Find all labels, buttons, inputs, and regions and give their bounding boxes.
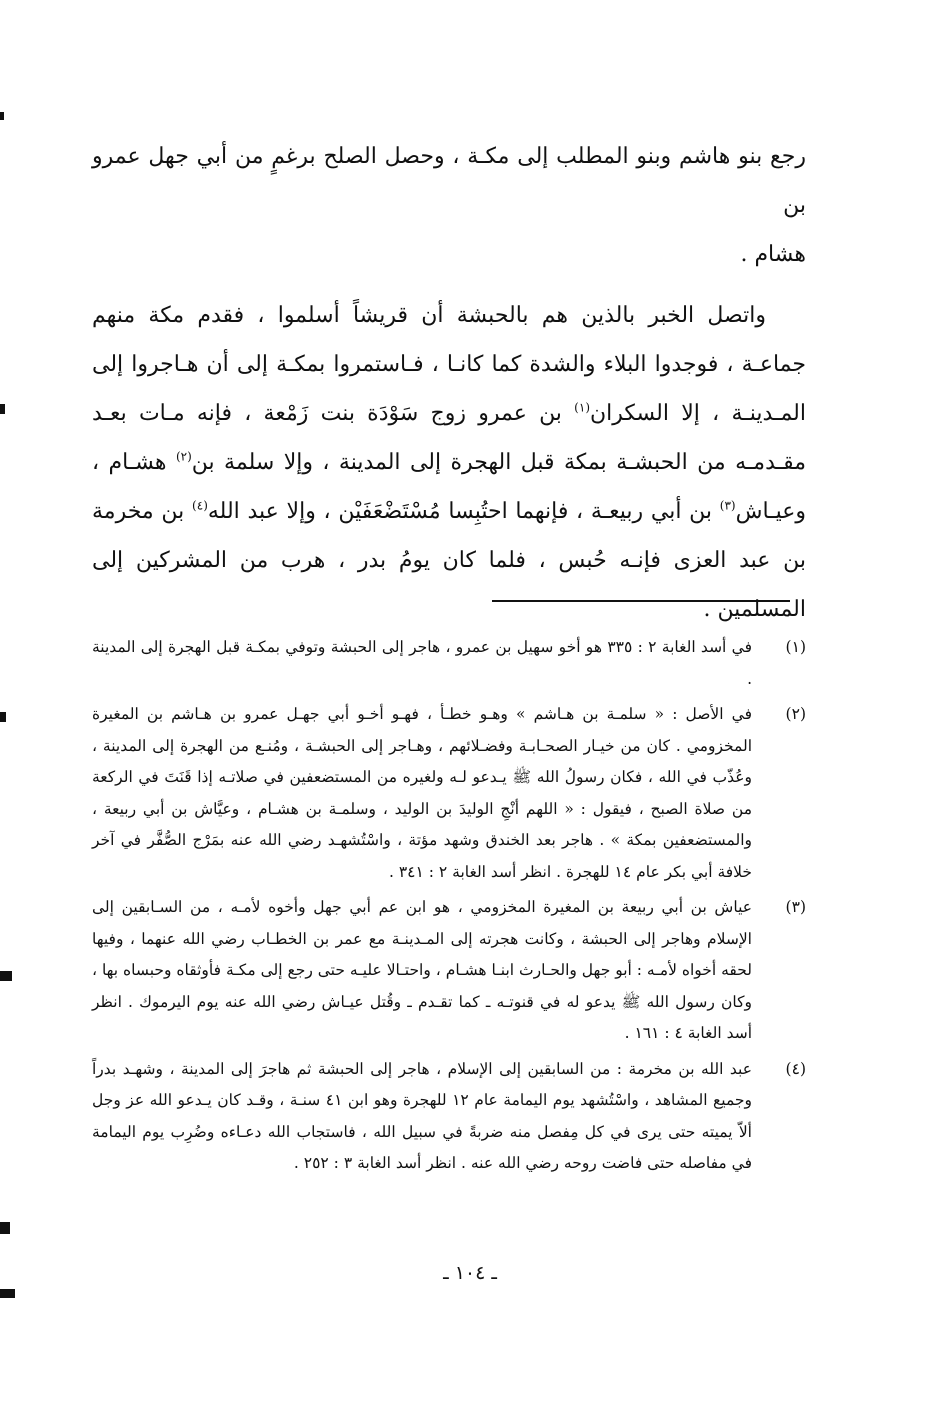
scan-mark <box>0 971 12 981</box>
footnote-number: (٤) <box>785 1059 806 1078</box>
scan-mark <box>0 712 6 722</box>
main-paragraph-1-line-1: رجع بنو هاشم وبنو المطلب إلى مكـة ، وحصل الصلح برغمٍ من أبي جهل عمرو بن <box>92 144 806 218</box>
scan-mark <box>0 404 5 414</box>
main-paragraph-2-part-b: بن عمرو زوج سَوْدَة بنت زَمْعة ، فإنه مـات بعـد مقـدمـه من الحبشـة بمكة قبل الهجرة إلى المدينة ، وإلا سلمة بن <box>92 401 807 475</box>
scan-mark <box>0 1222 10 1234</box>
main-paragraph-2 <box>92 291 806 634</box>
footnote-1 <box>92 632 806 695</box>
footnote-text: في الأصل : « سلمـة بن هـاشم » وهـو خطـأ ، فهـو أخـو أبي جهـل عمرو بن هـاشم بن المغيرة المخزومي . كان من خيـار الصحـابـة وفضـلائهم ، وهـاجر إلى الحبشـة ، ومُنـع من الهجرة إلى المدينة ، وعُذّب في الله ، فكان رسولُ الله ﷺ يـدعو لـه ولغيره من المستضعفين في صلاتـه إذا قَنَتَ في الركعة من صلاة الصبح ، فيقول : « اللهم أنْجِ الوليدَ بن الوليد ، وسلمـة بن هشـام ، وعيَّاش بن أبي ربيعة ، والمستضعفين بمكة » . هاجر بعد الخندق وشهد مؤتة ، واسْتُشهـد رضي الله عنه بمَرْج الصُّفَّر في آخر خلافة أبي بكر عام ١٤ للهجرة . انظر أسد الغابة ٢ : ٣٤١ . <box>92 705 752 881</box>
footnote-3 <box>92 892 806 1050</box>
main-paragraph-1 <box>92 132 806 279</box>
footnote-ref-3[interactable]: (٣) <box>719 498 736 513</box>
main-paragraph-2-part-a: واتصل الخبر بالذين هم بالحبشة أن قريشاً أسلموا ، فقدم مكة منهم جماعـة ، فوجدوا البلاء والشدة كما كانـا ، فـاستمروا بمكـة إلى أن هـاجروا إلى المـدينـة ، إلا السكران <box>92 303 806 426</box>
main-paragraph-2-part-d: بن أبي ربيعـة ، فإنهما احتُبِسا مُسْتَضْعَفَيْن ، وإلا عبد الله <box>207 499 720 524</box>
footnote-number: (١) <box>785 638 806 656</box>
footnote-2 <box>92 699 806 888</box>
footnote-text: عبد الله بن مخرمة : من السابقين إلى الإسلام ، هاجر إلى الحبشة ثم هاجرَ إلى المدينة ، وشهـد بدراً وجميع المشاهد ، واسْتُشهد يوم اليمامة عام ١٢ للهجرة وهو ابن ٤١ سنـة ، وقـد كان يـدعو الله عز وجل ألاّ يميته حتى يرى في كل مِفصل منه ضربةً في سبيل الله ، فاستجاب الله دعـاءه وضُرِب يوم اليمامة في مفاصله حتى فاضت روحه رضي الله عنه . انظر أسد الغابة ٣ : ٢٥٢ . <box>92 1059 752 1172</box>
page-number: ـ ١٠٤ ـ <box>443 1262 497 1284</box>
footnote-ref-4[interactable]: (٤) <box>192 498 208 513</box>
scan-mark <box>0 1289 15 1298</box>
main-paragraph-2-part-e: بن مخرمة بن عبد العزى فإنـه حُبس ، فلما كان يومُ بدر ، هرب من المشركين إلى المسلمين . <box>92 499 806 622</box>
footnote-text: في أسد الغابة ٢ : ٣٣٥ هو أخو سهيل بن عمرو ، هاجر إلى الحبشة وتوفي بمكـة قبل الهجرة إلى المدينة . <box>92 638 753 688</box>
footnote-ref-2[interactable]: (٢) <box>175 449 192 464</box>
footnote-4 <box>92 1054 806 1180</box>
footnote-number: (٢) <box>785 705 806 723</box>
main-paragraph-2-part-c: هشـام ، وعيـاش <box>92 450 807 524</box>
footnote-number: (٣) <box>785 898 806 916</box>
footnote-text: عياش بن أبي ربيعة بن المغيرة المخزومي ، هو ابن عم أبي جهل وأخوه لأمـه ، من السـابقين إلى الإسلام وهاجر إلى الحبشة ، وكانت هجرته إلى المـدينـة مع عمر بن الخطـاب رضي الله عنهما ، وفيها لحقه أخواه لأمـه : أبو جهل والحـارث ابنـا هشـام ، واحتـالا عليـه حتى رجع إلى مكـة فأوثقاه وحبساه بها ، وكان رسول الله ﷺ يدعو له في قنوتـه ـ كما تقـدم ـ وقُتل عيـاش رضي الله عنه يوم اليرموك . انظر أسد الغابة ٤ : ١٦١ . <box>92 898 752 1042</box>
footnote-ref-1[interactable]: (١) <box>574 400 590 415</box>
main-paragraph-1-line-2: هشام . <box>740 242 806 267</box>
footnote-separator <box>492 600 790 602</box>
footnotes <box>92 632 806 1184</box>
scan-mark <box>0 112 4 120</box>
main-text <box>92 132 806 634</box>
